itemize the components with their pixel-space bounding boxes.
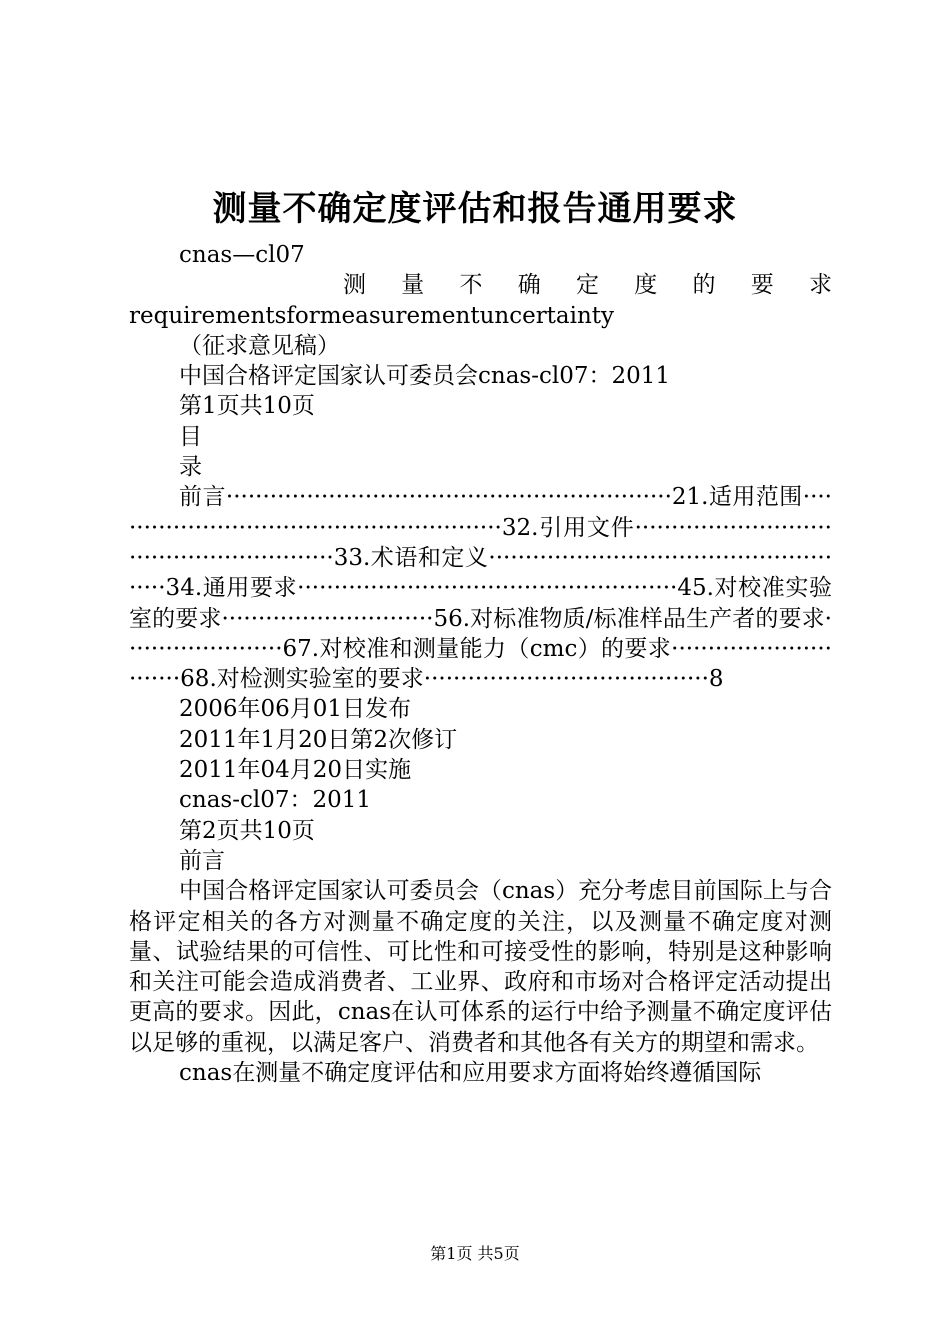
- table-of-contents: 前言·····························································21.适用范围·······················································32.引用文件·······················································33.术语和定义····················································34.通用要求····················································45.对校准实验室的要求·····························56.对标准物质/标准样品生产者的要求······················67.对校准和测量能力（cmc）的要求·····························68.对检测实验室的要求·······································8: [129, 484, 832, 693]
- subtitle-char: 确: [517, 272, 541, 299]
- subtitle-char: 量: [401, 272, 425, 299]
- subtitle-spaced: [129, 270, 832, 300]
- subtitle-char: 要: [750, 272, 774, 299]
- subtitle-char: 度: [634, 272, 658, 299]
- subtitle-char: 测: [343, 272, 366, 299]
- publish-date: 2006年06月01日发布: [179, 696, 412, 723]
- subtitle-char: 不: [459, 272, 483, 299]
- document-title: 测量不确定度评估和报告通用要求: [212, 189, 738, 229]
- document-body: [129, 240, 832, 1088]
- page-line: 第1页共10页: [179, 393, 315, 420]
- preface-paragraph: 中国合格评定国家认可委员会（cnas）充分考虑目前国际上与合格评定相关的各方对测量不确定度的关注，以及测量不确定度对测量、试验结果的可信性、可比性和可接受性的影响，特别是这种影响和关注可能会造成消费者、工业界、政府和市场对合格评定活动提出更高的要求。因此，cnas在认可体系的运行中给予测量不确定度评估以足够的重视，以满足客户、消费者和其他各有关方的期望和需求。: [129, 878, 832, 1056]
- toc-heading: 录: [179, 454, 202, 481]
- preface-heading: 前言: [179, 847, 225, 874]
- draft-note: （征求意见稿）: [179, 332, 340, 359]
- org-line: 中国合格评定国家认可委员会cnas-cl07：2011: [179, 363, 671, 390]
- effective-date: 2011年04月20日实施: [179, 757, 412, 784]
- subtitle-english: requirementsformeasurementuncertainty: [129, 302, 615, 329]
- doc-code-repeat: cnas-cl07：2011: [179, 787, 372, 814]
- subtitle-char: 定: [576, 272, 599, 299]
- page-footer: 第1页 共5页: [430, 1244, 520, 1263]
- page-line: 第2页共10页: [179, 817, 315, 844]
- subtitle-char: 求: [809, 272, 832, 299]
- preface-paragraph: cnas在测量不确定度评估和应用要求方面将始终遵循国际: [179, 1060, 762, 1087]
- doc-code: cnas—cl07: [179, 242, 305, 268]
- revise-date: 2011年1月20日第2次修订: [179, 726, 458, 753]
- toc-heading: 目: [179, 423, 202, 450]
- subtitle-char: 的: [692, 272, 716, 299]
